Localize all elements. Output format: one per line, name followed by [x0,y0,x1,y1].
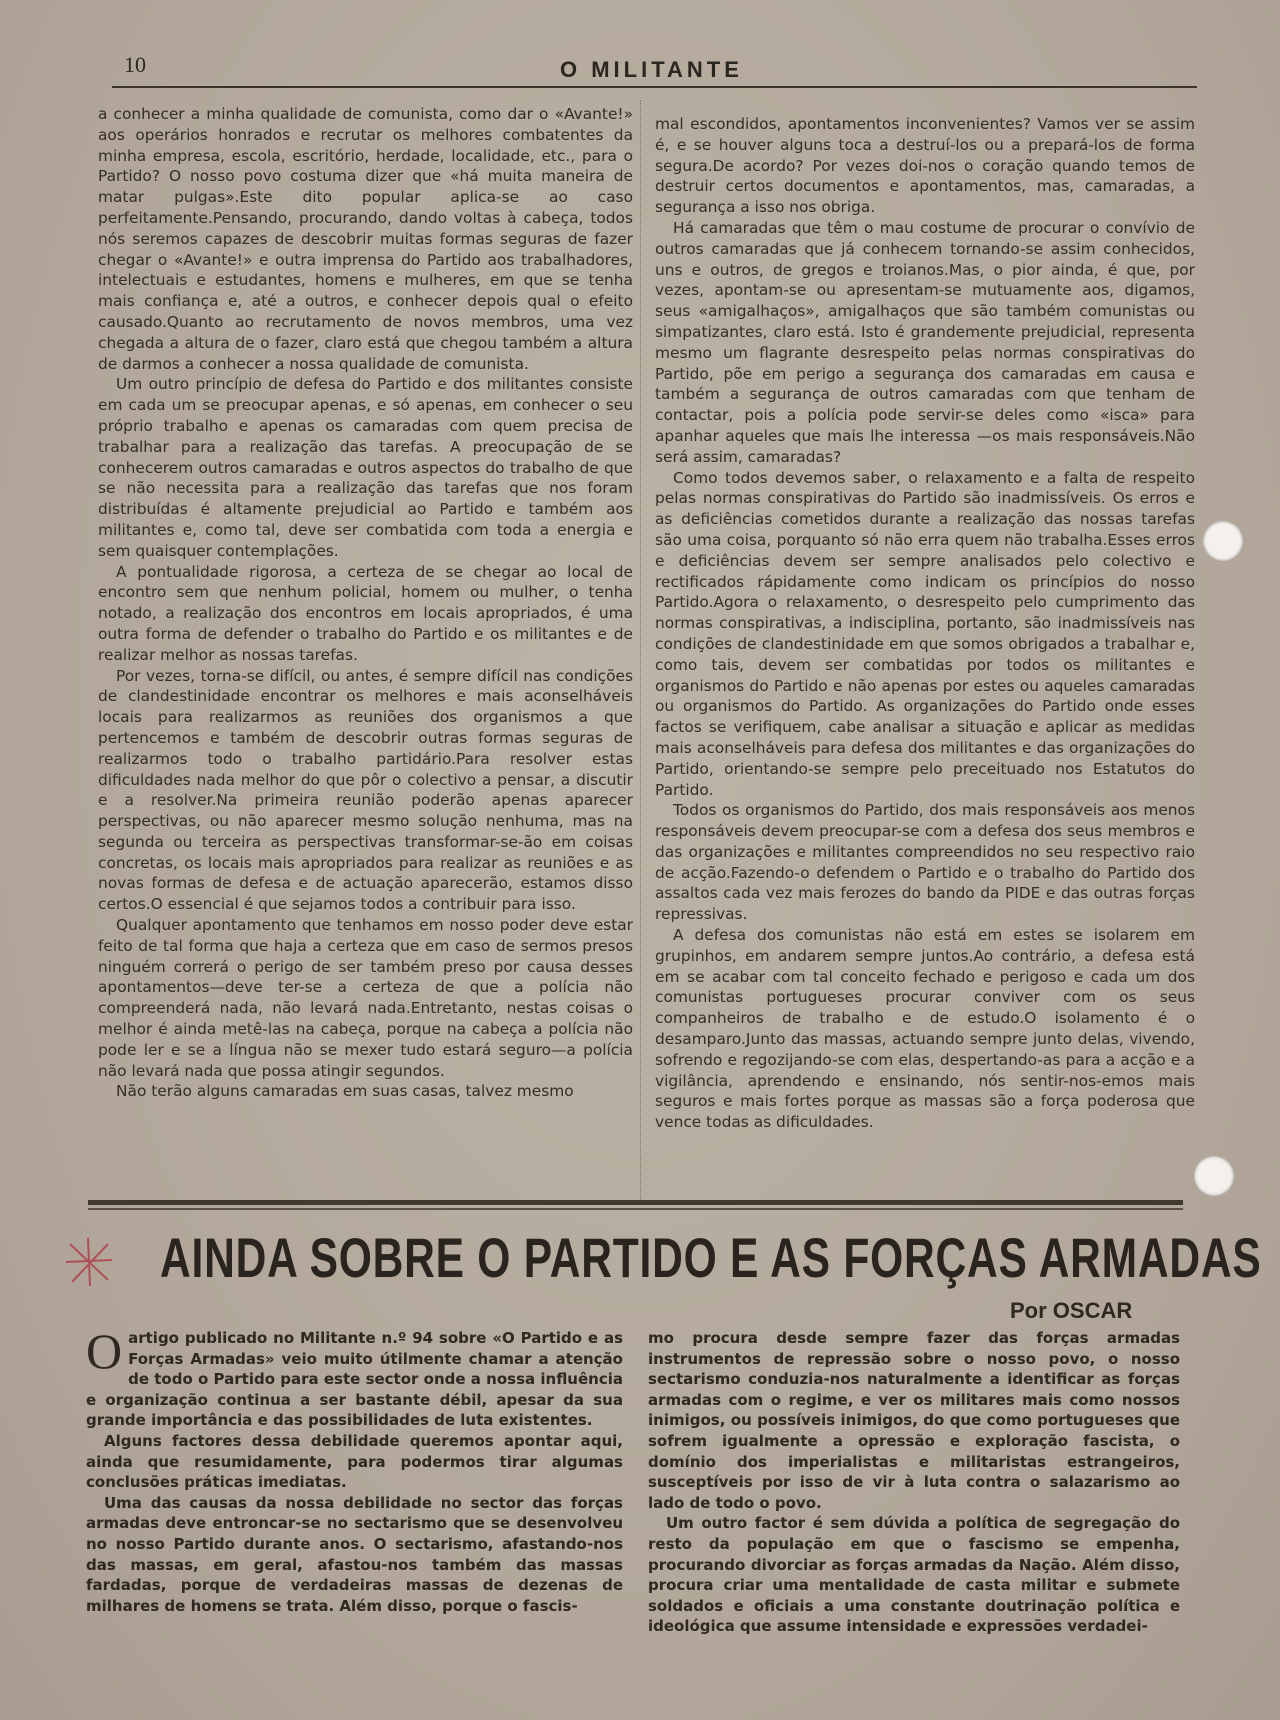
drop-cap: O [86,1323,123,1379]
article-byline: Por OSCAR [1010,1298,1133,1323]
handwritten-star-mark [58,1232,118,1292]
paragraph: Como todos devemos saber, o relaxamento e a falta de respeito pelas normas conspirativas do Partido são inadmissíveis. Os erros e as deficiências cometidos durante a realização das nossas tarefas são uma coisa, porquanto só não erra quem não trabalha.Esses erros e deficiências devem ser sempre analisados pelo colectivo e rectificados rápidamente como indicam os princípios do nosso Partido.Agora o relaxamento, o desrespeito pelo cumprimento das normas conspirativas, a indisciplina, portanto, são inadmissíveis nas condições de clandestinidade em que somos obrigados a trabalhar e, como tais, devem ser combatidas por todos os militantes e organismos do Partido e não apenas por estes ou aqueles camaradas ou organismos do Partido. As organizações do Partido onde esses factos se verifiquem, cabe analisar a situação e aplicar as medidas mais aconselháveis para defesa dos militantes e das organizações do Partido, orientando-se sempre pelo preceituado nos Estatutos do Partido. [655,468,1195,799]
section-divider [88,1200,1183,1205]
article-column-right [648,1328,1180,1637]
paragraph: Um outro princípio de defesa do Partido e dos militantes consiste em cada um se preocupar apenas, e só apenas, em conhecer o seu próprio trabalho e apenas os camaradas com quem precisa de trabalhar para a realização das tarefas. A preocupação de se conhecerem outros camaradas e outros aspectos do trabalho de que se não necessita para a realização das tarefas que nos foram distribuídas é altamente prejudicial ao Partido e também aos militantes e, como tal, deve ser combatida com toda a energia e sem quaisquer contemplações. [98,375,633,560]
paragraph: mal escondidos, apontamentos inconvenientes? Vamos ver se assim é, e se houver alguns toca a destruí-los ou a prepará-los de forma segura.De acordo? Por vezes doi-nos o coração quando temos de destruir certos documentos e apontamentos, mas, camaradas, a segurança a isso nos obriga. [655,115,1195,217]
column-separator [640,100,641,1200]
paragraph: Um outro factor é sem dúvida a política de segregação do resto da população em que o fascismo se empenha, procurando divorciar as forças armadas da Nação. Além disso, procura criar uma mentalidade de casta militar e submete soldados e oficiais a uma constante doutrinação política e ideológica que assume intensidade e expressões verdadei- [648,1514,1180,1636]
header-rule [112,86,1197,88]
page-number: 10 [124,52,146,77]
paragraph: Por vezes, torna-se difícil, ou antes, é sempre difícil nas condições de clandestinidade encontrar os melhores e mais aconselháveis locais para realizarmos as reuniões dos organismos a que pertencemos e também de descobrir outras formas seguras de realizarmos todo o trabalho partidário.Para resolver estas dificuldades nada melhor do que pôr o colectivo a pensar, a discutir e a resolver.Na primeira reunião poderão apenas aparecer perspectivas, ou não aparecer mesmo solução nenhuma, mas na segunda ou terceira as perspectivas transformar-se-ão em coisas concretas, os locais mais apropriados para realizar as reuniões e as novas formas de defesa e de actuação aparecerão, estamos disso certos.O essencial é que sejamos todos a contribuir para isso. [98,666,633,914]
section-divider-thin [88,1208,1183,1210]
paragraph: a conhecer a minha qualidade de comunista, como dar o «Avante!» aos operários honrados e recrutar os melhores combatentes da minha empresa, escola, escritório, herdade, localidade, etc., para o Partido? O nosso povo costuma dizer que «há muita maneira de matar pulgas».Este dito popular aplica-se ao caso perfeitamente.Pensando, procurando, dando voltas à cabeça, todos nós seremos capazes de descobrir muitas formas seguras de fazer chegar o «Avante!» e outra imprensa do Partido aos trabalhadores, intelectuais e estudantes, homens e mulheres, em que se tenha mais confiança e, até a outros, e conhecer depois qual o efeito causado.Quanto ao recrutamento de novos membros, uma vez chegada a altura de o fazer, claro está que chegou também a altura de darmos a conhecer a nossa qualidade de comunista. [98,105,633,373]
column-left [98,104,633,1102]
paragraph: A defesa dos comunistas não está em estes se isolarem em grupinhos, em andarem sempre juntos.Ao contrário, a defesa está em se acabar com tal conceito fechado e perigoso e cada um dos comunistas portugueses procurar conviver com os seus companheiros de trabalho e de estudo.O isolamento é o desamparo.Junto das massas, actuando sempre junto delas, vivendo, sofrendo e regozijando-se com elas, despertando-as para a acção e a vigilância, aprendendo e ensinando, nós sentir-nos-emos mais seguros e mais fortes porque as massas são a força poderosa que vence todas as dificuldades. [655,926,1195,1132]
paragraph: Uma das causas da nossa debilidade no sector das forças armadas deve entroncar-se no sectarismo que se desenvolveu no nosso Partido durante anos. O sectarismo, afastando-nos das massas, em geral, afastou-nos também das massas fardadas, porque de verdadeiras massas de dezenas de milhares de homens se trata. Além disso, porque o fascis- [86,1493,623,1615]
column-right [655,114,1195,1133]
paragraph: Alguns factores dessa debilidade queremos apontar aqui, ainda que resumidamente, para podermos tirar algumas conclusões práticas imediatas. [86,1431,623,1492]
paragraph: A pontualidade rigorosa, a certeza de se chegar ao local de encontro sem que nenhum policial, homem ou mulher, o tenha notado, a realização dos encontros em locais apropriados, é uma outra forma de defender o trabalho do Partido e os militantes e de realizar melhor as nossas tarefas. [98,562,633,664]
paragraph: artigo publicado no Militante n.º 94 sobre «O Partido e as Forças Armadas» veio muito útilmente chamar a atenção de todo o Partido para este sector onde a nossa influência e organização continua a ser bastante débil, apesar da sua grande importância e das possibilidades de luta existentes. [86,1329,623,1430]
paragraph: Não terão alguns camaradas em suas casas, talvez mesmo [116,1082,574,1101]
punch-hole [1194,1156,1234,1196]
paragraph: Qualquer apontamento que tenhamos em nosso poder deve estar feito de tal forma que haja a certeza que em caso de sermos presos ninguém correrá o perigo de ser também preso por causa desses apontamentos—deve ter-se a certeza de que a polícia não compreenderá nada, não levará nada.Entretanto, nestas coisas o melhor é ainda metê-las na cabeça, porque na cabeça a polícia não pode ler e se a língua não se mexer tudo estará seguro—a polícia não levará nada que possa atingir segundos. [98,916,633,1080]
article-column-left [86,1323,623,1616]
paragraph: mo procura desde sempre fazer das forças armadas instrumentos de repressão sobre o nosso povo, o nosso sectarismo conduzia-nos naturalmente a identificar as forças armadas com o regime, e ver os militares mais como nossos inimigos, ou possíveis inimigos, do que como portugueses que sofrem igualmente a opressão e exploração fascista, o domínio dos imperialistas e militaristas estrangeiros, susceptíveis por isso de vir à luta contra o salazarismo ao lado de todo o povo. [648,1329,1180,1512]
punch-hole [1203,521,1243,561]
masthead-title: O MILITANTE [560,57,743,82]
paragraph: Há camaradas que têm o mau costume de procurar o convívio de outros camaradas que já conhecem tornando-se assim conhecidos, uns e outros, de gregos e troianos.Mas, o pior ainda, é que, por vezes, apontam-se ou apresentam-se mutuamente aos, digamos, seus «amigalhaços», amigalhaços que são também comunistas ou simpatizantes, claro está. Isto é grandemente prejudicial, representa mesmo um flagrante desrespeito pelas normas conspirativas do Partido, põe em perigo a segurança dos camaradas em causa e também a segurança de outros camaradas com que tenham de contactar, pois a polícia pode servir-se deles como «isca» para apanhar aqueles que mais lhe interessa —os mais responsáveis.Não será assim, camaradas? [655,218,1195,466]
article-headline: AINDA SOBRE O PARTIDO E AS FORÇAS ARMADAS [160,1226,1262,1289]
paragraph: Todos os organismos do Partido, dos mais responsáveis aos menos responsáveis devem preocupar-se com a defesa dos seus membros e das organizações e militantes compreendidos no seu respectivo raio de acção.Fazendo-o defendem o Partido e o trabalho do Partido dos assaltos cada vez mais ferozes do bando da PIDE e das outras forças repressivas. [655,801,1195,924]
